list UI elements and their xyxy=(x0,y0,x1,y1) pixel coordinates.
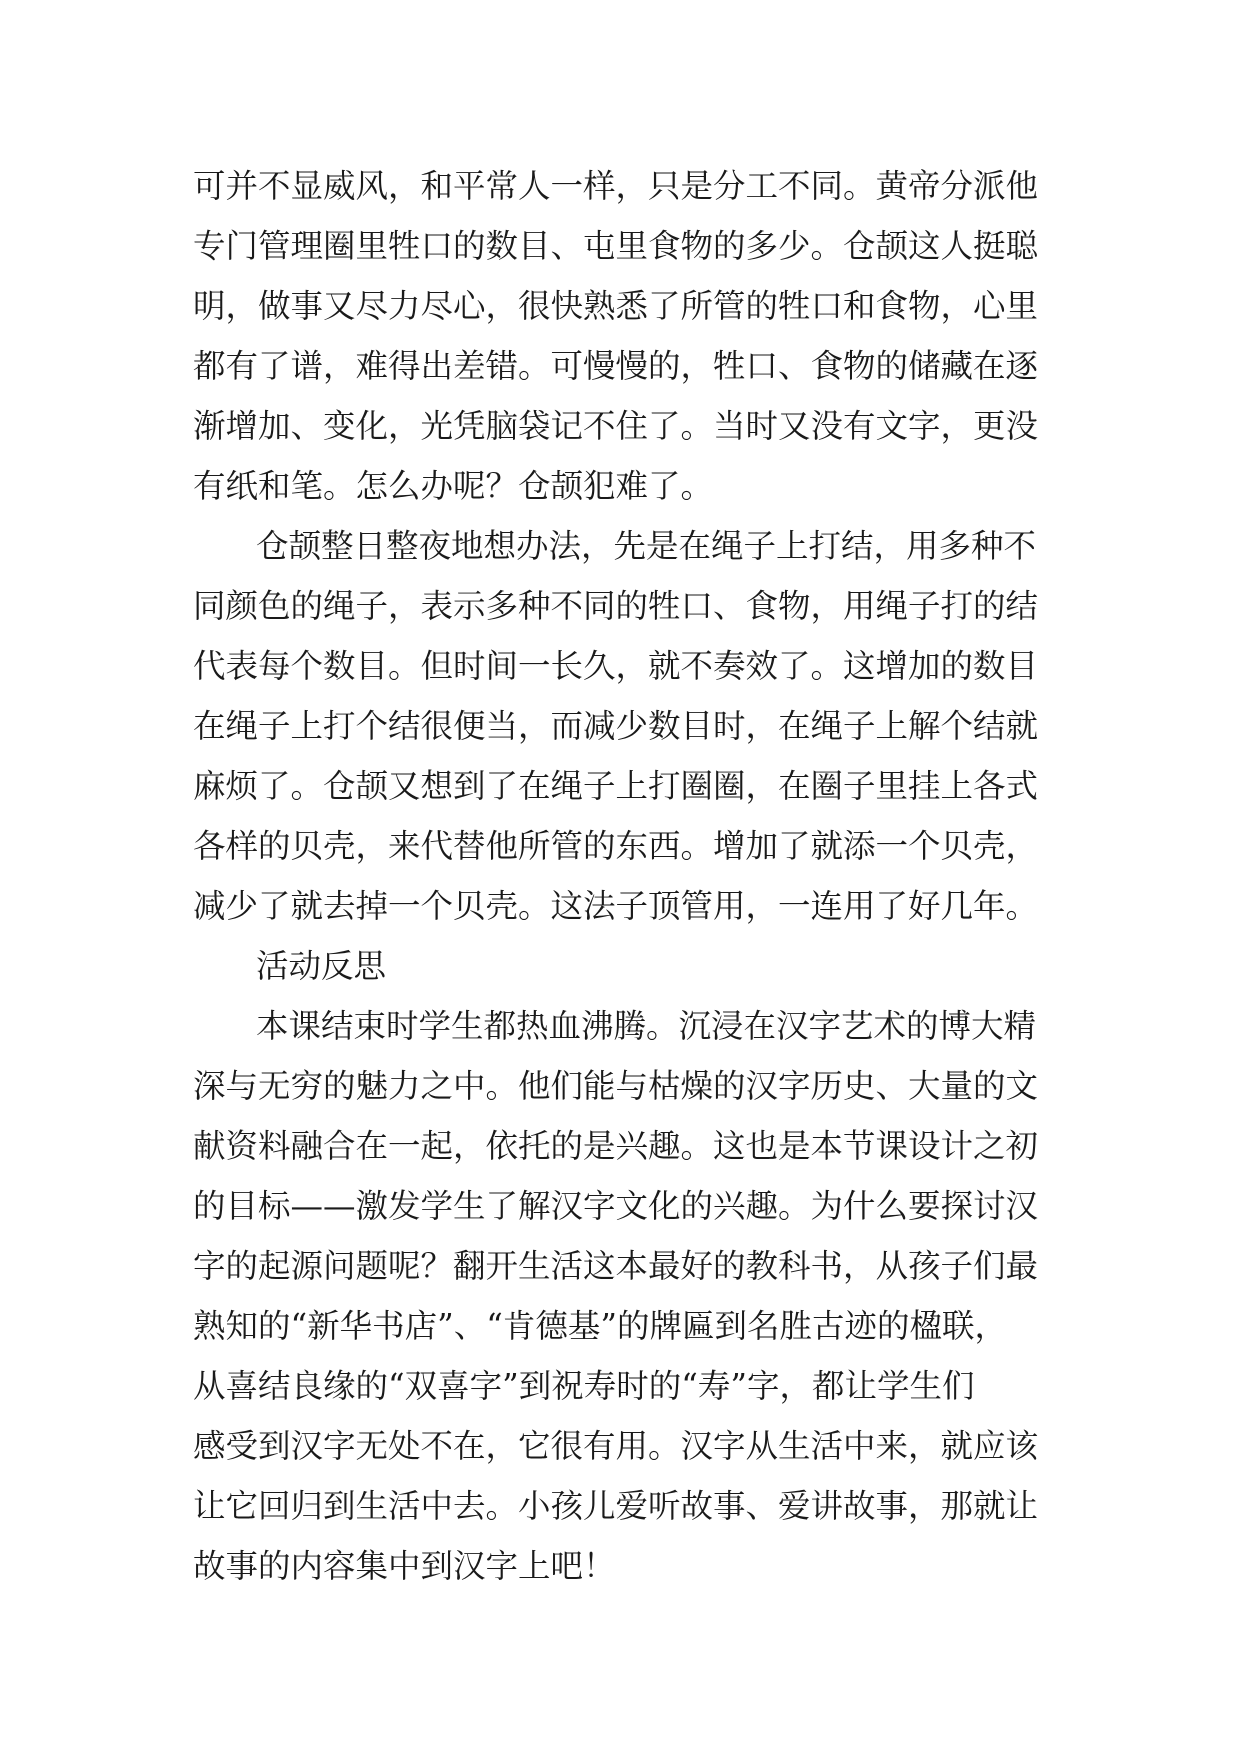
section-heading: 活动反思 xyxy=(256,947,387,985)
text-line: 代表每个数目。但时间一长久，就不奏效了。这增加的数目 xyxy=(193,647,1039,685)
text-line: 减少了就去掉一个贝壳。这法子顶管用，一连用了好几年。 xyxy=(193,887,1039,925)
text-line: 字的起源问题呢？翻开生活这本最好的教科书，从孩子们最 xyxy=(193,1247,1039,1285)
text-line: 感受到汉字无处不在，它很有用。汉字从生活中来，就应该 xyxy=(193,1427,1039,1465)
text-line: 的目标——激发学生了解汉字文化的兴趣。为什么要探讨汉 xyxy=(193,1187,1039,1225)
text-line: 熟知的“新华书店”、“肯德基”的牌匾到名胜古迹的楹联， xyxy=(193,1307,1007,1345)
text-line: 各样的贝壳，来代替他所管的东西。增加了就添一个贝壳， xyxy=(193,827,1039,865)
text-line: 在绳子上打个结很便当，而减少数目时，在绳子上解个结就 xyxy=(193,707,1039,745)
text-line: 可并不显威风，和平常人一样，只是分工不同。黄帝分派他 xyxy=(193,167,1039,205)
text-line: 有纸和笔。怎么办呢？仓颉犯难了。 xyxy=(193,467,714,505)
text-line: 深与无穷的魅力之中。他们能与枯燥的汉字历史、大量的文 xyxy=(193,1067,1039,1105)
text-line: 从喜结良缘的“双喜字”到祝寿时的“寿”字，都让学生们 xyxy=(193,1367,975,1405)
text-line: 明，做事又尽力尽心，很快熟悉了所管的牲口和食物，心里 xyxy=(193,287,1039,325)
text-line: 让它回归到生活中去。小孩儿爱听故事、爱讲故事，那就让 xyxy=(193,1487,1039,1525)
text-line: 渐增加、变化，光凭脑袋记不住了。当时又没有文字，更没 xyxy=(193,407,1039,445)
text-line: 故事的内容集中到汉字上吧！ xyxy=(193,1547,616,1585)
text-line: 献资料融合在一起，依托的是兴趣。这也是本节课设计之初 xyxy=(193,1127,1039,1165)
text-line: 麻烦了。仓颉又想到了在绳子上打圈圈，在圈子里挂上各式 xyxy=(193,767,1039,805)
text-line: 同颜色的绳子，表示多种不同的牲口、食物，用绳子打的结 xyxy=(193,587,1039,625)
paragraph-first-line: 本课结束时学生都热血沸腾。沉浸在汉字艺术的博大精 xyxy=(256,1007,1037,1045)
text-line: 都有了谱，难得出差错。可慢慢的，牲口、食物的储藏在逐 xyxy=(193,347,1039,385)
text-line: 专门管理圈里牲口的数目、屯里食物的多少。仓颉这人挺聪 xyxy=(193,227,1039,265)
paragraph-first-line: 仓颉整日整夜地想办法，先是在绳子上打结，用多种不 xyxy=(256,527,1037,565)
